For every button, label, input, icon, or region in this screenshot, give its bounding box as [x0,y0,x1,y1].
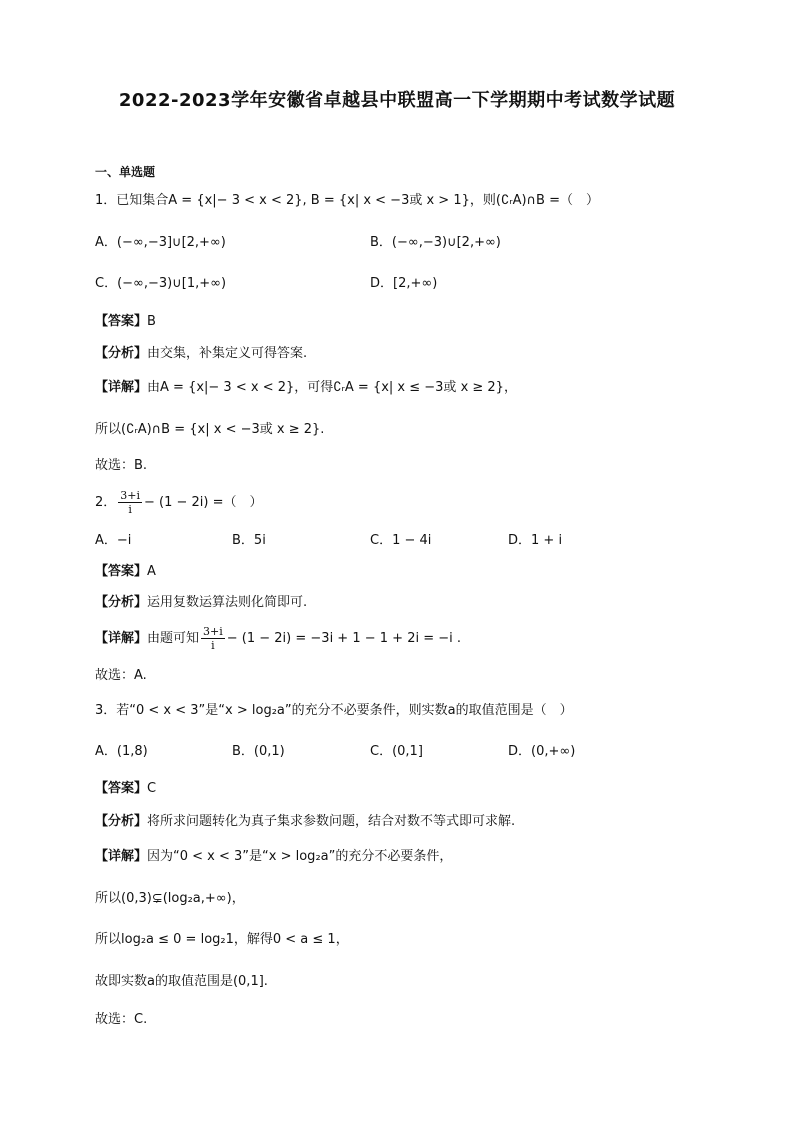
q3-detail-2: 所以(0,3)⊊(log₂a,+∞)， [95,891,245,906]
q3-option-b: B．(0,1) [232,744,285,759]
analysis-text: 运用复数运算法则化简即可. [147,595,308,610]
q3-choose: 故选：C. [95,1012,148,1027]
fraction-denominator: i [211,639,215,652]
answer-tag: 【答案】 [95,314,148,329]
q3-analysis [95,812,515,832]
q3-option-c: C．(0,1] [370,744,423,759]
q2-choose: 故选：A. [95,668,147,683]
q3-answer [95,779,156,799]
q2-prefix: 2． [95,495,117,510]
detail-tag: 【详解】 [95,380,148,395]
analysis-tag: 【分析】 [95,814,148,829]
detail-text: 因为“0 < x < 3”是“x > log₂a”的充分不必要条件， [147,849,453,864]
analysis-text: 由交集，补集定义可得答案. [147,346,308,361]
q1-detail-2: 所以(∁ᵣA)∩B = {x| x < −3或 x ≥ 2}. [95,422,325,437]
q1-option-b: B．(−∞,−3)∪[2,+∞) [370,235,501,250]
document-title: 2022-2023学年安徽省卓越县中联盟高一下学期期中考试数学试题 [118,90,676,111]
q1-detail [95,378,517,398]
answer-tag: 【答案】 [95,781,148,796]
q1-analysis [95,344,307,364]
fraction-denominator: i [128,503,132,516]
q1-option-a: A．(−∞,−3]∪[2,+∞) [95,235,226,250]
answer-tag: 【答案】 [95,564,148,579]
q2-detail [95,624,461,654]
detail-tag: 【详解】 [95,849,148,864]
q3-detail-3: 所以log₂a ≤ 0 = log₂1，解得0 < a ≤ 1， [95,932,349,947]
analysis-tag: 【分析】 [95,595,148,610]
q3-option-a: A．(1,8) [95,744,148,759]
q3-stem: 3．若“0 < x < 3”是“x > log₂a”的充分不必要条件，则实数a的取值范围是（ ） [95,703,573,718]
detail-rest: − (1 − 2i) = −3i + 1 − 1 + 2i = −i . [226,631,462,646]
q2-detail-fraction [201,625,225,652]
q2-answer [95,562,156,582]
detail-tag: 【详解】 [95,631,148,646]
q1-stem: 1．已知集合A = {x|− 3 < x < 2}, B = {x| x < −3或 x > 1}，则(∁ᵣA)∩B =（ ） [95,193,599,208]
q1-choose: 故选：B. [95,458,148,473]
answer-value: C [147,781,157,796]
q1-answer [95,312,156,332]
fraction-numerator: 3+i [203,625,223,638]
detail-text: 由A = {x|− 3 < x < 2}，可得∁ᵣA = {x| x ≤ −3或 x ≥ 2}， [147,380,517,395]
q3-option-d: D．(0,+∞) [508,744,576,759]
fraction-numerator: 3+i [120,489,141,502]
q3-detail-4: 故即实数a的取值范围是(0,1]. [95,974,268,989]
analysis-tag: 【分析】 [95,346,148,361]
q2-stem [95,488,263,518]
q2-option-b: B．5i [232,533,266,548]
q2-option-d: D．1 + i [508,533,563,548]
q3-detail [95,847,452,867]
q1-option-d: D．[2,+∞) [370,276,438,291]
q2-option-c: C．1 − 4i [370,533,432,548]
q2-option-a: A．−i [95,533,132,548]
q2-analysis [95,593,307,613]
q2-fraction [118,489,142,516]
answer-value: A [147,564,156,579]
detail-pre: 由题可知 [147,631,200,646]
q1-option-c: C．(−∞,−3)∪[1,+∞) [95,276,227,291]
answer-value: B [147,314,156,329]
analysis-text: 将所求问题转化为真子集求参数问题，结合对数不等式即可求解. [147,814,516,829]
section-heading: 一、单选题 [95,165,156,179]
q2-stem-rest: − (1 − 2i) =（ ） [144,495,263,510]
